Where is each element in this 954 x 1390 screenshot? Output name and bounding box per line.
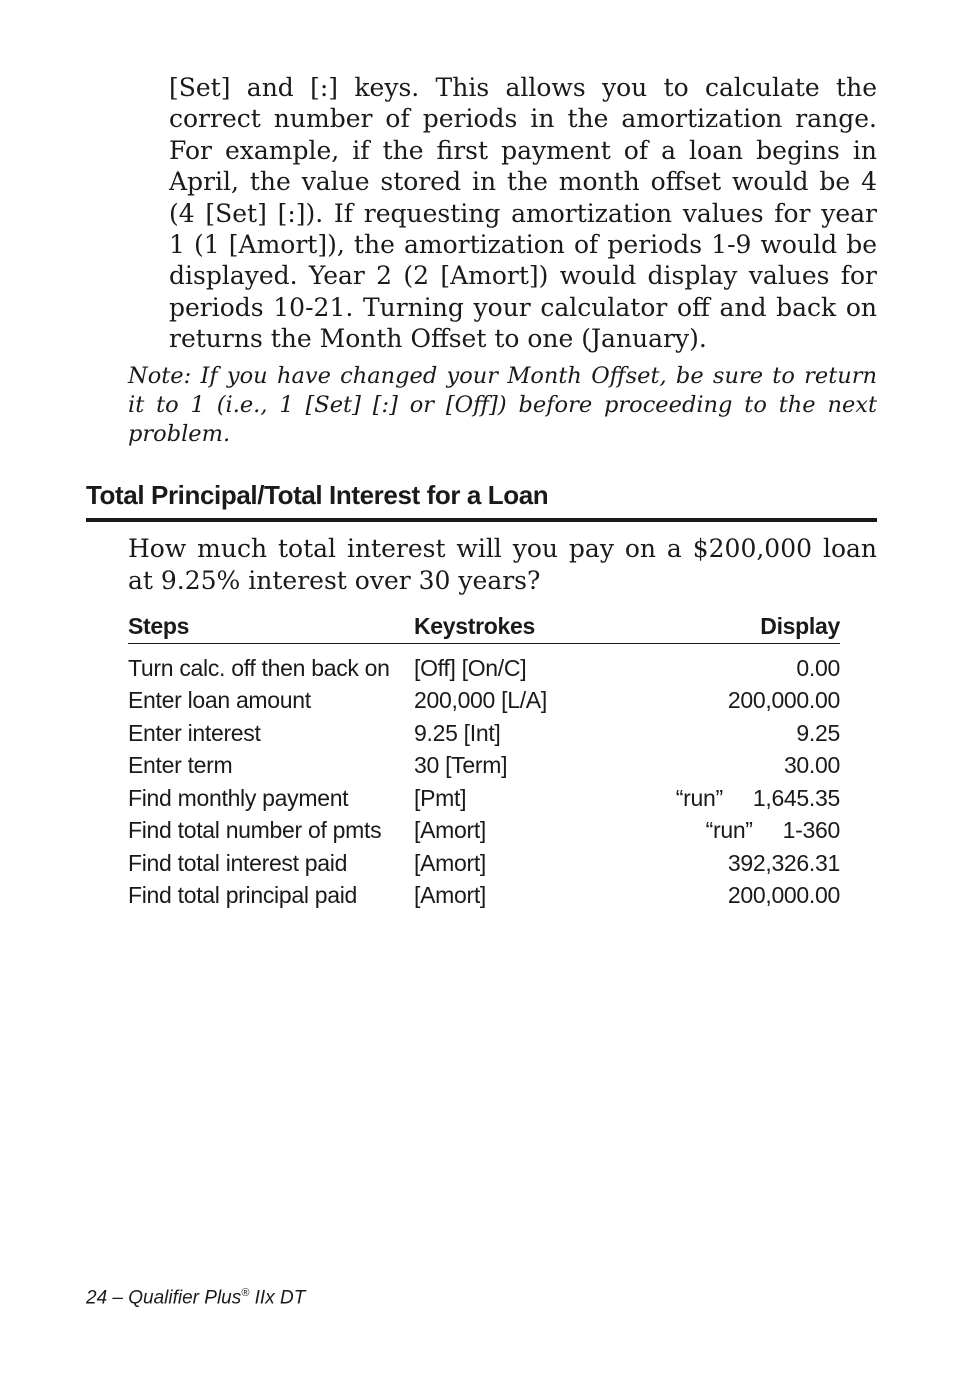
step-cell: Enter term bbox=[128, 752, 233, 779]
table-row bbox=[128, 644, 840, 685]
run-label: “run” bbox=[675, 784, 723, 811]
section-heading: Total Principal/Total Interest for a Loan bbox=[86, 480, 549, 510]
display-value: 392,326.31 bbox=[727, 849, 840, 876]
note-paragraph: Note: If you have changed your Month Offset, be sure to return it to 1 (i.e., 1 [Set] [:] or [Off]) before proceeding to the next problem. bbox=[128, 363, 877, 447]
table-row bbox=[128, 782, 840, 815]
step-cell: Find total principal paid bbox=[128, 882, 358, 909]
display-value: 200,000.00 bbox=[727, 687, 840, 714]
keystroke-cell: [Amort] bbox=[414, 849, 487, 876]
display-value: 0.00 bbox=[796, 654, 840, 681]
header-keystrokes: Keystrokes bbox=[414, 612, 624, 644]
page-footer bbox=[86, 1287, 305, 1309]
header-steps: Steps bbox=[128, 612, 414, 644]
keystroke-cell: [Pmt] bbox=[414, 784, 467, 811]
step-cell: Enter loan amount bbox=[128, 687, 311, 714]
keystroke-cell: [Amort] bbox=[414, 817, 487, 844]
display-cell bbox=[624, 685, 840, 718]
display-value: 200,000.00 bbox=[727, 882, 840, 909]
display-cell bbox=[624, 782, 840, 815]
display-cell bbox=[624, 880, 840, 913]
keystroke-cell: [Off] [On/C] bbox=[414, 654, 527, 681]
keystroke-cell: [Amort] bbox=[414, 882, 487, 909]
display-cell bbox=[624, 717, 840, 750]
table-row bbox=[128, 750, 840, 783]
footer-prefix: 24 – Qualifier Plus bbox=[86, 1287, 242, 1309]
display-value: 1,645.35 bbox=[752, 784, 840, 811]
heading-rule bbox=[86, 518, 877, 522]
display-cell bbox=[624, 644, 840, 685]
table-row bbox=[128, 880, 840, 913]
run-label: “run” bbox=[705, 817, 753, 844]
step-cell: Find total interest paid bbox=[128, 849, 348, 876]
display-cell bbox=[624, 750, 840, 783]
table-header-row bbox=[128, 612, 840, 644]
step-cell: Enter interest bbox=[128, 719, 261, 746]
keystroke-cell: 9.25 [Int] bbox=[414, 719, 501, 746]
registered-mark: ® bbox=[241, 1287, 250, 1299]
display-cell bbox=[624, 847, 840, 880]
step-cell: Find total number of pmts bbox=[128, 817, 382, 844]
header-display: Display bbox=[624, 612, 840, 644]
keystroke-cell: 30 [Term] bbox=[414, 752, 508, 779]
display-value: 30.00 bbox=[783, 752, 840, 779]
question-paragraph: How much total interest will you pay on a $200,000 loan at 9.25% interest over 30 years? bbox=[128, 534, 877, 595]
steps-table bbox=[128, 612, 840, 912]
display-value: 1-360 bbox=[782, 817, 840, 844]
keystroke-cell: 200,000 [L/A] bbox=[414, 687, 547, 714]
step-cell: Turn calc. off then back on bbox=[128, 654, 390, 681]
table-row bbox=[128, 847, 840, 880]
footer-suffix: IIx DT bbox=[249, 1287, 306, 1309]
display-value: 9.25 bbox=[796, 719, 840, 746]
display-cell bbox=[624, 815, 840, 848]
table-row bbox=[128, 815, 840, 848]
table-row bbox=[128, 685, 840, 718]
table-row bbox=[128, 717, 840, 750]
step-cell: Find monthly payment bbox=[128, 784, 349, 811]
intro-paragraph: [Set] and [:] keys. This allows you to calculate the correct number of periods in the amortization range. For example, if the first payment of a loan begins in April, the value stored in the month offset would be 4 (4 [Set] [:]). If requesting amortization values for year 1 (1 [Amort]), the amortization of periods 1-9 would be displayed. Year 2 (2 [Amort]) would display values for periods 10-21. Turning your calculator off and back on returns the Month Offset to one (January). bbox=[169, 73, 877, 354]
